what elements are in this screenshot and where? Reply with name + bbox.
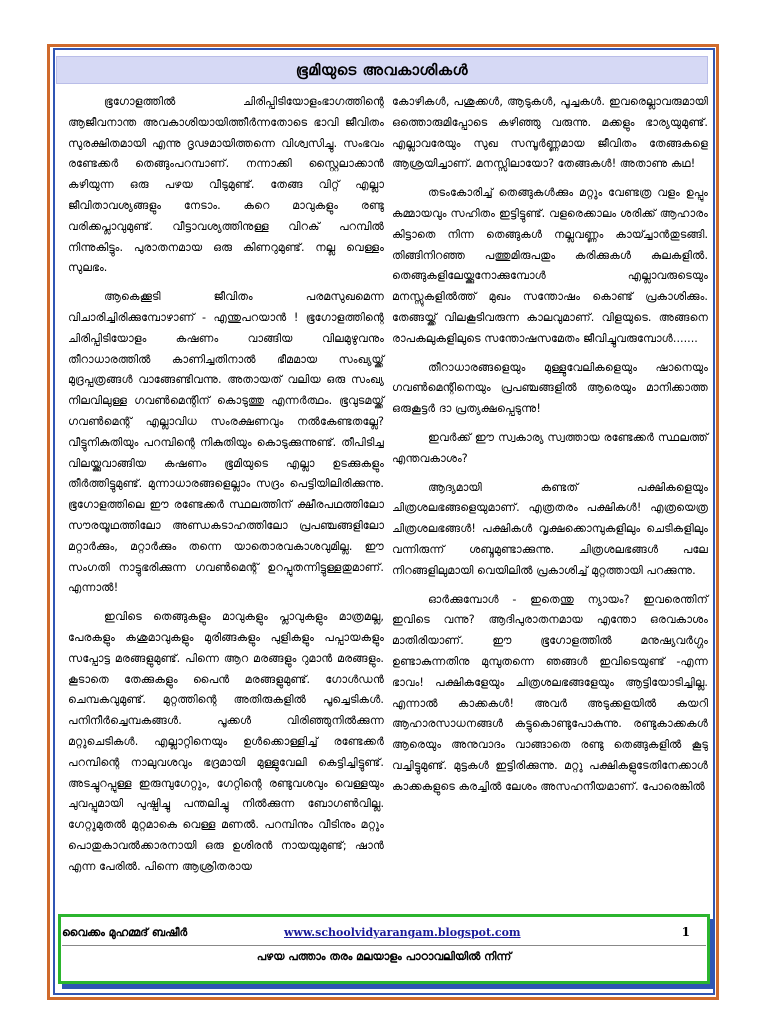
left-text-column [68,92,384,885]
paragraph: ഇവർക്ക് ഈ സ്വകാര്യ സ്വത്തായ രണ്ടേക്കർ സ്ഥലത്ത് എന്തവകാശം? [392,430,708,465]
paragraph: ഇവിടെ തെങ്ങുകളും മാവുകളും പ്ലാവുകളും മാത്രമല്ല, പേരകളും കശുമാവുകളും മുരിങ്ങകളും പുളികളും പപ്പായകളും സപ്പോട്ട മരങ്ങളുമുണ്ട്. പിന്നെ ആറ മരങ്ങളും റുമാൻ മരങ്ങളും. കൂടാതെ തേക്കുകളും പൈൻ മരങ്ങളുമുണ്ട്. ഗോൾഡൻ ചെമ്പകവുമുണ്ട്. മുറ്റത്തിന്റെ അതിരുകളിൽ പൂച്ചെടികൾ. പനിനീർച്ചെമ്പകങ്ങൾ. പൂക്കൾ വിരിഞ്ഞുനിൽക്കുന്ന മറ്റുചെടികൾ. എല്ലാറ്റിനെയും ഉൾക്കൊള്ളിച്ച് രണ്ടേക്കർ പറമ്പിന്റെ നാലുവശവും ഭദ്രമായി മുള്ളുവേലി കെട്ടിച്ചിട്ടുണ്ട്. അടച്ചുറപ്പുള്ള ഇരുമ്പുഗേറ്റും, ഗേറ്റിന്റെ രണ്ടുവശവും വെള്ളയും ചുവപ്പുമായി പുഷ്പിച്ചു പന്തലിച്ചു നിൽക്കുന്ന ബോഗൺവില്ല. ഗേറ്റുമുതൽ മുറ്റമാകെ വെള്ള മണൽ. പറമ്പിനും വീടിനും മറ്റും പൊതുകാവൽക്കാരനായി ഒരു ഉശിരൻ നായയുമുണ്ട്; ഷാൻ എന്ന പേരിൽ. പിന്നെ ആശ്രിതരായ [68,610,384,873]
website-link[interactable]: www.schoolvidyarangam.blogspot.com [284,926,521,939]
title-banner [56,56,708,84]
paragraph: കോഴികൾ, പശുക്കൾ, ആടുകൾ, പൂച്ചകൾ. ഇവരെല്ലാവരുമായി ഒത്തൊരുമിപ്പോടെ കഴിഞ്ഞു വരുന്നു. മക്കളും ഭാര്യയുമുണ്ട്. എല്ലാവരേയും സുഖ സമ്പൂർണ്ണമായ ജീവിതം തേങ്ങകളെ ആശ്രയിച്ചാണ്. മനസ്സിലായോ? തേങ്ങകൾ! അതാണു കഥ! [392,95,708,171]
page-title: ഭൂമിയുടെ അവകാശികൾ [295,61,469,79]
author-name: വൈക്കം മുഹമ്മദ് ബഷീർ [62,926,188,939]
right-text-column [392,92,708,806]
paragraph: ആദ്യമായി കണ്ടത് പക്ഷികളെയും ചിത്രശലഭങ്ങളെയുമാണ്. എത്രതരം പക്ഷികൾ! എത്രയെത്ര ചിത്രശലഭങ്ങൾ! പക്ഷികൾ വൃക്ഷക്കൊമ്പുകളിലും ചെടികളിലും വന്നിരുന്ന് ശബ്ദമുണ്ടാക്കുന്നു. ചിത്രശലഭങ്ങൾ പലേ നിറങ്ങളിലുമായി വെയിലിൽ പ്രകാശിച്ച് മുറ്റത്തായി പറക്കുന്നു. [392,480,708,577]
footer-caption: പഴയ പത്താം തരം മലയാളം പാഠാവലിയിൽ നിന്ന് [256,950,512,963]
paragraph: തടംകോരിച്ച് തെങ്ങുകൾക്കും മറ്റും വേണ്ടത്ര വളം ഉപ്പും കമ്മായവും സഹിതം ഇട്ടിട്ടുണ്ട്. വളരെക്കാലം ശരിക്ക് ആഹാരം കിട്ടാതെ നിന്ന തെങ്ങുകൾ നല്ലവണ്ണം കായ്ച്ചാൻതുടങ്ങി. തിങ്ങിനിറഞ്ഞ പത്തുമിരുപതും കരിക്കുകൾ കുലകളിൽ. തെങ്ങുകളിലേയ്ക്കുനോക്കുമ്പോൾ എല്ലാവരുടെയും മനസ്സുകളിൽത്ത് മുഖം സന്തോഷം കൊണ്ട് പ്രകാശിക്കും. തേങ്ങയ്ക്ക് വിലകൂടിവരുന്ന കാലവുമാണ്. വിളയുടെ. അങ്ങനെ രാപകലുകളിലുടെ സന്തോഷസമേതം ജീവിച്ചുവരുമ്പോൾ....... [392,186,708,345]
footer-top-row [62,924,702,942]
paragraph: ഓർക്കുമ്പോൾ - ഇതെന്തു ന്യായം? ഇവരെന്തിന് ഇവിടെ വന്നു? ആദിപുരാതനമായ എന്തോ ഒരവകാശം മാതിരിയാണ്. ഈ ഭൂഗോളത്തിൽ മനുഷ്യവർഗ്ഗം ഉണ്ടാകുന്നതിനു മുമ്പുതന്നെ ഞങ്ങൾ ഇവിടെയുണ്ട് -എന്ന ഭാവം! പക്ഷികളേയും ചിത്രശലഭങ്ങളേയും ആട്ടിയോടിച്ചില്ല. എന്നാൽ കാക്കകൾ! അവർ അടുക്കളയിൽ കയറി ആഹാരസാധനങ്ങൾ കട്ടുകൊണ്ടുപോകുന്നു. രണ്ടുകാക്കകൾ ആരെയും അനുവാദം വാങ്ങാതെ രണ്ടു തെങ്ങുകളിൽ കൂടു വച്ചിട്ടുമുണ്ട്. മുട്ടകൾ ഇട്ടിരിക്കുന്നു. മറ്റു പക്ഷികളുടേതിനേക്കാൾ കാക്കകളുടെ കരച്ചിൽ ലേശം അസഹനീയമാണ്. പോരെങ്കിൽ [392,592,708,793]
paragraph: ഭൂഗോളത്തിൽ ചിരിപ്പിടിയോളംഭാഗത്തിന്റെ ആജീവനാന്ത അവകാശിയായിത്തീർന്നതോടെ ഭാവി ജീവിതം സുരക്ഷിതമായി എന്നു ദൃഢമായിത്തന്നെ വിശ്വസിച്ചു. സംഭവം രണ്ടേക്കർ തെങ്ങുംപറമ്പാണ്. നന്നാക്കി സ്റ്റൈലാക്കാൻ കഴിയുന്ന ഒരു പഴയ വീടുമുണ്ട്. തേങ്ങ വിറ്റ് എല്ലാ ജീവിതാവശ്യങ്ങളും നേടാം. കറെ മാവുകളും രണ്ടു വരിക്കപ്ലാവുമുണ്ട്. വീട്ടാവശ്യത്തിനുള്ള വിറക് പറമ്പിൽ നിന്നുകിട്ടും. പുരാതനമായ ഒരു കിണറുമുണ്ട്. നല്ല വെള്ളം സുലഭം. [68,95,384,275]
footer-divider [62,945,706,946]
page-number: 1 [681,925,690,939]
paragraph: തീറാധാരങ്ങളെയും മുള്ളുവേലികളെയും ഷാനെയും ഗവൺമെന്റിനെയും പ്രപഞ്ചങ്ങളിൽ ആരെയും മാനിക്കാത്ത ഒരുകൂട്ടർ ദാ പ്രത്യക്ഷപ്പെടുന്നു! [392,360,708,416]
paragraph: ആകെക്കൂടി ജീവിതം പരമസുഖമെന്ന വിചാരിച്ചിരിക്കുമ്പോഴാണ് - എന്തുപറയാൻ ! ഭൂഗോളത്തിന്റെ ചിരിപ്പിടിയോളം കഷണം വാങ്ങിയ വിലമുഴുവനും തീറാധാരത്തിൽ കാണിച്ചതിനാൽ ഭീമമായ സംഖ്യയ്ക്ക് മുദ്രപ്പത്രങ്ങൾ വാങ്ങേണ്ടിവന്നു. അതായത് വലിയ ഒരു സംഖ്യ നിലവിലുള്ള ഗവൺമെന്റിന് കൊടുത്തു എന്നർത്ഥം. ഭൂവുടമയ്ക്ക് ഗവൺമെന്റ് എല്ലാവിധ സംരക്ഷണവും നൽകേണ്ടതല്ലേ? വീട്ടുനികുതിയും പറമ്പിന്റെ നികുതിയും കൊടുക്കുന്നുണ്ട്. തീപിടിച്ച വിലയ്ക്കുവാങ്ങിയ കഷണം ഭൂമിയുടെ എല്ലാ ഉടക്കുകളും തീർത്തിട്ടുമുണ്ട്. മുന്നാധാരങ്ങളെല്ലാം സദ്രം പെട്ടിയിലിരിക്കുന്നു. ഭൂഗോളത്തിലെ ഈ രണ്ടേക്കർ സ്ഥലത്തിന് ക്ഷീരപഥത്തിലോ സൗരയൂഥത്തിലോ അണ്ഡകടാഹത്തിലോ പ്രപഞ്ചങ്ങളിലോ മറ്റാർക്കും, മറ്റാർക്കും തന്നെ യാതൊരവകാശവുമില്ല. ഈ സംഗതി നാട്ടുഭരിക്കുന്ന ഗവൺമെന്റ് ഉറപ്പുതന്നിട്ടുള്ളതുമാണ്. എന്നാൽ! [68,290,384,595]
